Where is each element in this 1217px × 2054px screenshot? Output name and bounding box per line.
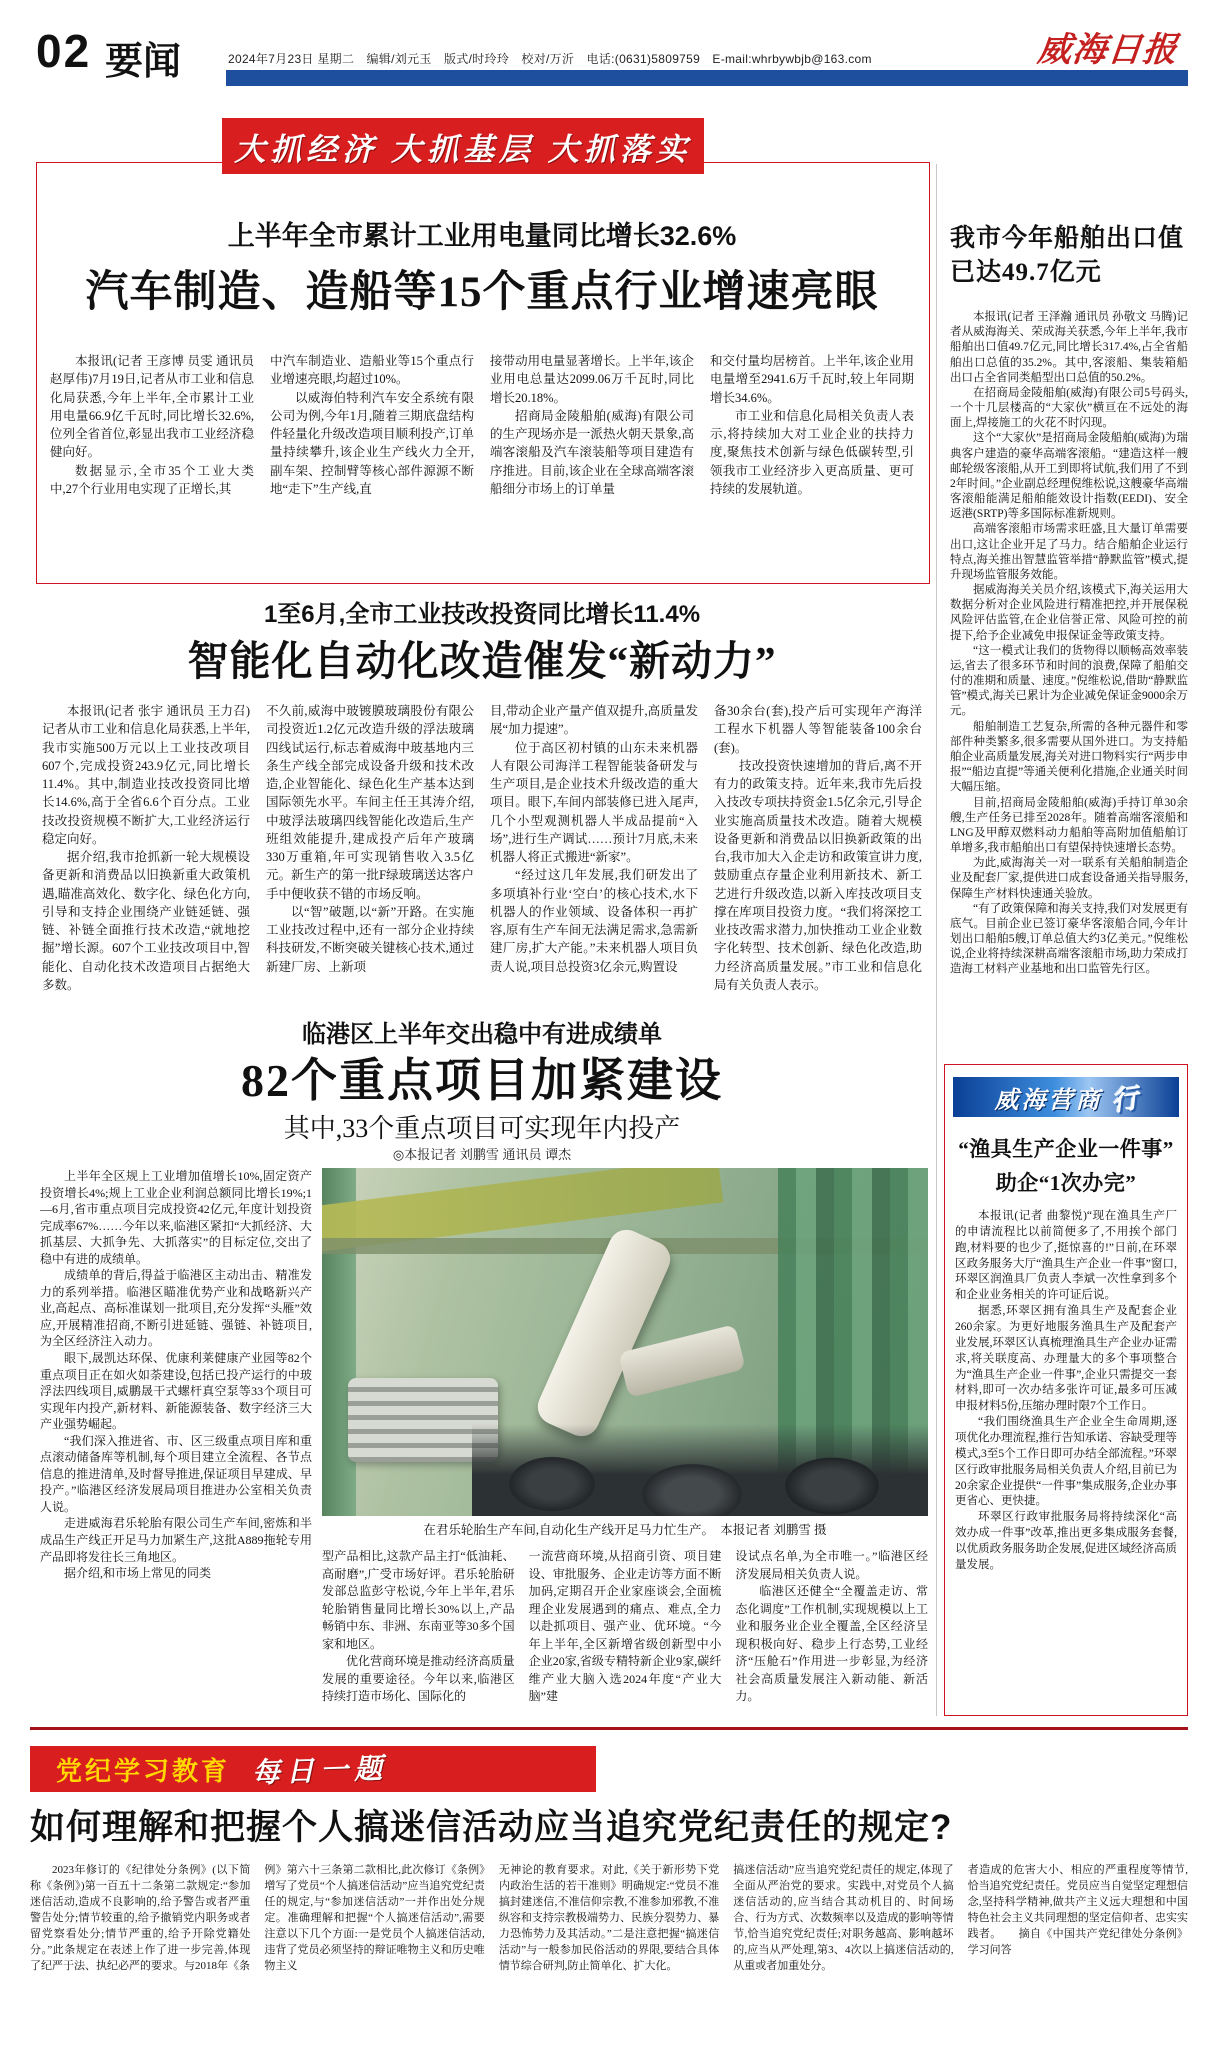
article1-col4 [710,352,914,564]
paragraph: 中汽车制造业、造船业等15个重点行业增速亮眼,均超过10%。 [270,354,474,387]
yingshang-brand-ornament-icon: 行 [1108,1082,1140,1117]
yingshang-title-line2: 助企“1次办完” [995,1171,1137,1195]
paragraph: 型产品相比,这款产品主打“低油耗、高耐磨”,广受市场好评。君乐轮胎研发部总监彭守松说,今年上半年,君乐轮胎销售量同比增长30%以上,产品畅销中东、非洲、东南亚等30多个国家和地区。 [322,1549,515,1651]
paragraph: 无神论的教育要求。对此,《关于新形势下党内政治生活的若干准则》明确规定:“党员不准搞封建迷信,不准信仰宗教,不准参加邪教,不准纵容和支持宗教极端势力、民族分裂势力、暴力恐怖势力及其活动。”二是注意把握“搞迷信活动”与一般参加民俗活动的界限,要结合具体情节综合研判,防止简单化、扩大化。 [498,1864,720,1973]
article2-headline: 智能化自动化改造催发“新动力” [187,638,777,684]
article2-body [42,702,922,1002]
article1-col3 [490,352,694,564]
paragraph: 以威海伯特利汽车安全系统有限公司为例,今年1月,随着三期底盘结构件轻量化升级改造项目顺利投产,订单量持续攀升,该企业生产线火力全开,副车架、控制臂等核心部件源源不断地“走下”生产线,直 [270,390,474,496]
paragraph: 眼下,晟凯达环保、优康利莱健康产业园等82个重点项目正在如火如荼建设,包括已投产运行的中玻浮法四线项目,威鹏晟干式螺杆真空泵等33个项目可实现年内投产,新材料、新能源装备、数字经济三大产业强势崛起。 [40,1351,312,1432]
paragraph: 例》第六十三条第二款相比,此次修订《条例》增写了党员“个人搞迷信活动”应当追究党纪责任的规定,与“参加迷信活动”一并作出处分规定。准确理解和把握“个人搞迷信活动”,需要注意以下几个方面:一是党员个人搞迷信活动,违背了党员必须坚持的辩证唯物主义和历史唯物主义 [264,1864,485,1973]
paragraph: 目前,招商局金陵船舶(威海)手持订单30余艘,生产任务已排至2028年。随着高端客滚船和LNG及甲醇双燃料动力船舶等高附加值船舶订单增多,我市船舶出口有望保持快速增长态势。 [950,796,1188,855]
paragraph: 船舶制造工艺复杂,所需的各种元器件和零部件种类繁多,很多需要从国外进口。为支持船舶企业高质量发展,海关对进口物料实行“两步申报”“船边直提”等通关便利化措施,企业通关时间大幅压缩。 [950,720,1188,794]
article1-kicker: 上半年全市累计工业用电量同比增长32.6% [227,221,737,251]
ship-title-line2: 已达49.7亿元 [950,258,1102,286]
paragraph: 据悉,环翠区拥有渔具生产及配套企业260余家。为更好地服务渔具生产及配套产业发展,环翠区认真梳理渔具生产企业办证需求,将关联度高、办理量大的多个事项整合为“渔具生产企业一件事”,企业只需提交一套材料,即可一次办结多张许可证,最多可压减申报材料5份,压缩办理时限7个工作日。 [955,1305,1177,1413]
paragraph: “经过这几年发展,我们研发出了多项填补行业‘空白’的核心技术,水下机器人的作业领域、设备体积一再扩容,原有生产车间无法满足需求,急需新建厂房,扩大产能。”未来机器人项目负责人说,项目总投资3亿余元,购置设 [490,868,698,974]
party-col4 [733,1862,953,2054]
section-name: 要闻 [105,41,182,83]
masthead-logo: 威海日报 [1035,32,1180,69]
party-banner-calligraphy: 每日一题 [251,1753,389,1790]
party-headline: 如何理解和把握个人搞迷信活动应当追究党纪责任的规定? [30,1808,953,1847]
bottom-red-rule [30,1727,1188,1730]
paragraph: 者造成的危害大小、相应的严重程度等情节,恰当追究党纪责任。党员应当自觉坚定理想信念,坚持科学精神,做共产主义远大理想和中国特色社会主义共同理想的坚定信仰者、忠实实践者。 摘自《中国共产党纪律处分条例》学习问答 [967,1864,1188,1957]
paragraph: 和交付量均居榜首。上半年,该企业用电量增至2941.6万千瓦时,较上年同期增长34.6%。 [710,354,914,405]
article2-col1 [42,702,250,1002]
ship-article-title [950,222,1188,290]
party-col5 [968,1862,1188,2054]
paragraph: 以“智”破题,以“新”开路。在实施工业技改过程中,还有一部分企业持续科技研发,不断突破关键核心技术,通过新建厂房、上新项 [266,904,474,974]
yingshang-title-line1: “渔具生产企业一件事” [958,1137,1174,1161]
paragraph: 优化营商环境是推动经济高质量发展的重要途径。今年以来,临港区持续打造市场化、国际化的 [322,1654,515,1704]
slogan-banner [222,118,704,174]
paragraph: 2023年修订的《纪律处分条例》(以下简称《条例》)第一百五十二条第二款规定:“参加迷信活动,造成不良影响的,给予警告或者严重警告处分;情节较重的,给予撤销党内职务或者留党察看处分;情节严重的,给予开除党籍处分。”此条规定在表述上作了进一步完善,体现了纪严于法、执纪必严的要求。与2018年《条 [30,1864,251,1973]
article3-subtitle: 其中,33个重点项目可实现年内投产 [283,1114,681,1143]
yingshang-brand-text: 威海营商 [994,1087,1103,1114]
paragraph: 目,带动企业产量产值双提升,高质量发展“加力提速”。 [490,704,698,737]
paragraph: 位于高区初村镇的山东未来机器人有限公司海洋工程智能装备研发与生产项目,是企业技术升级改造的重大项目。眼下,车间内部装修已进入尾声,几个小型观测机器人半成品提前“入场”,进行生产调试……预计7月底,未来机器人将正式搬进“新家”。 [490,740,698,864]
header-info-line: 2024年7月23日 星期二 编辑/刘元玉 版式/时玲玲 校对/万沂 电话:(0631)5809759 E-mail:whrbywbjb@163.com [228,52,872,66]
paragraph: 成绩单的背后,得益于临港区主动出击、精准发力的系列举措。临港区瞄准优势产业和战略新兴产业,高起点、高标准谋划一批项目,充分发挥“头雁”效应,开展精准招商,不断引进延链、强链、补链项目,为全区经济注入动力。 [40,1268,312,1349]
paragraph: 设试点名单,为全市唯一。”临港区经济发展局相关负责人说。 [735,1549,928,1581]
header-blue-bar [226,70,1188,86]
paragraph: 据介绍,我市抢抓新一轮大规模设备更新和消费品以旧换新重大政策机遇,瞄准高效化、数字化、绿色化方向,引导和支持企业围绕产业链延链、强链、补链全面推行技术改造,“就地挖掘”增长源。607个工业技改项目中,智能化、自动化技术改造项目占据绝大多数。 [42,850,250,992]
paragraph: 在招商局金陵船舶(威海)有限公司5号码头,一个十几层楼高的“大家伙”横亘在不远处的海面上,焊接施工的火花不时闪现。 [950,386,1188,430]
paragraph: 走进威海君乐轮胎有限公司生产车间,密炼和半成品生产线正开足马力加紧生产,这批A889拖轮专用产品即将发往长三角地区。 [40,1516,312,1564]
paragraph: 技改投资快速增加的背后,离不开有力的政策支持。近年来,我市先后投入技改专项扶持资金1.5亿余元,引导企业实施高质量技术改造。随着大规模设备更新和消费品以旧换新政策的出台,我市加大入企走访和政策宣讲力度,鼓励重点存量企业利用新技术、新工艺进行升级改造,以新入库技改项目支撑在库项目投资力度。“我们将深挖工业技改需求潜力,加快推动工业企业数字化转型、技术创新、绿色化改造,助力经济高质量发展。”市工业和信息化局有关负责人表示。 [714,758,922,992]
party-body [30,1862,1188,2054]
paragraph: 市工业和信息化局相关负责人表示,将持续加大对工业企业的扶持力度,聚焦技术创新与绿色低碳转型,引领我市工业经济步入更高质量、更可持续的发展轨道。 [710,408,914,496]
paragraph: 搞迷信活动”应当追究党纪责任的规定,体现了全面从严治党的要求。实践中,对党员个人搞迷信活动的,应当结合其动机目的、时间场合、行为方式、次数频率以及造成的影响等情节,恰当追究党纪责任;对职务越高、影响越坏的,应当从严处理,第3、4次以上搞迷信活动的,从重或者加重处分。 [733,1864,954,1973]
article2-col2 [266,702,474,1002]
paragraph: 据介绍,和市场上常见的同类 [64,1566,212,1581]
article3-byline: ◎本报记者 刘鹏雪 通讯员 谭杰 [392,1147,572,1162]
article2-col3 [490,702,698,1002]
paragraph: 临港区还健全“全覆盖走访、常态化调度”工作机制,实现规模以上工业和服务业企业全覆盖,全区经济呈现积极向好、稳步上行态势,工业经济“压舱石”作用进一步彰显,为经济社会高质量发展注入新动能、新活力。 [735,1584,928,1704]
paragraph: “有了政策保障和海关支持,我们对发展更有底气。目前企业已签订豪华客滚船合同,今年计划出口船舶5艘,订单总值大约3亿美元。”倪维松说,企业将持续深耕高端客滚船市场,助力荣成打造海工材料产业基地和出口监管先行区。 [950,902,1188,976]
factory-photo [322,1168,928,1516]
article3-bottom-body [322,1548,928,1718]
party-banner-title: 党纪学习教育 [56,1755,231,1786]
paragraph: 据威海海关关员介绍,该模式下,海关运用大数据分析对企业风险进行精准把控,并开展保税风险评估监管,在企业信誉正常、风险可控的前提下,给予企业减免申报保证金等政策支持。 [950,584,1188,642]
yingshang-banner [953,1077,1179,1117]
paragraph: 环翠区行政审批服务局将持续深化“高效办成一件事”改革,推出更多集成服务套餐,以优质政务服务助企发展,促进区域经济高质量发展。 [955,1511,1177,1571]
party-banner [30,1746,596,1792]
photo-tire-coils [472,1424,928,1516]
paragraph: 高端客滚船市场需求旺盛,且大量订单需要出口,这让企业开足了马力。结合船舶企业运行特点,海关推出智慧监管举措“静默监管”模式,提升现场监管服务效能。 [950,523,1188,581]
photo-caption: 在君乐轮胎生产车间,自动化生产线开足马力忙生产。 本报记者 刘鹏雪 摄 [423,1523,827,1537]
paragraph: 备30余台(套),投产后可实现年产海洋工程水下机器人等智能装备100余台(套)。 [714,704,922,755]
paragraph: 不久前,威海中玻镀膜玻璃股份有限公司投资近1.2亿元改造升级的浮法玻璃四线试运行,标志着威海中玻基地内三条生产线全部完成设备升级和技术改造,企业智能化、绿色化生产基本达到国际领先水平。车间主任王其涛介绍,中玻浮法玻璃四线智能化改造后,生产班组效能提升,建成投产后年产玻璃330万重箱,年可实现销售收入3.5亿元。新生产的第一批F绿玻璃送达客户手中便收获不错的市场反响。 [266,704,474,901]
paragraph: “我们深入推进省、市、区三级重点项目库和重点滚动储备库等机制,每个项目建立全流程、各节点信息的推进清单,及时督导推进,保证项目早建成、早投产。”临港区经济发展局项目推进办公室相关负责人说。 [40,1433,312,1514]
article3-kicker: 临港区上半年交出稳中有进成绩单 [302,1022,662,1048]
paragraph: 这个“大家伙”是招商局金陵船舶(威海)为瑞典客户建造的豪华高端客滚船。“建造这样一艘邮轮级客滚船,从开工到即将试航,我们用了不到2年时间。”企业副总经理倪维松说,这艘豪华高端客滚船能满足船舶能效设计指数(EEDI)、安全返港(SRTP)等多国际标准新规则。 [950,432,1188,521]
paragraph: 本报讯(记者 张宇 通讯员 王力召)记者从市工业和信息化局获悉,上半年,我市实施500万元以上工业技改项目607个,完成投资243.9亿元,同比增长11.4%。其中,制造业技改投资同比增长14.6%,高于全省6.6个百分点。工业技改投资规模不断扩大,工业经济运行稳定向好。 [42,704,250,846]
article2-col4 [714,702,922,1002]
sidebar-divider [936,164,937,1716]
slogan-text: 大抓经济 大抓基层 大抓落实 [234,131,692,167]
article3-bottom-col3 [735,1548,928,1718]
article1-body [50,352,914,564]
paragraph: 为此,威海海关一对一联系有关船舶制造企业及配套厂家,提供进口成套设备通关指导服务,保障生产材料快速通关验放。 [950,857,1188,900]
yingshang-body [955,1209,1177,1679]
paragraph: 本报讯(记者 王泽瀚 通讯员 孙敬文 马腾)记者从威海海关、荣成海关获悉,今年上半年,我市船舶出口值49.7亿元,同比增长317.4%,占全省船舶出口总值的35.2%。其中,客滚船、集装箱船出口占全省同类船型出口总值的50.2%。 [950,311,1188,384]
paragraph: 招商局金陵船舶(威海)有限公司的生产现场亦是一派热火朝天景象,高端客滚船及汽车滚装船等项目建造有序推进。目前,该企业在全球高端客滚船细分市场上的订单量 [490,408,694,496]
article3-bottom-col1 [322,1548,515,1718]
article1-col2 [270,352,474,564]
paragraph: 一流营商环境,从招商引资、项目建设、审批服务、企业走访等方面不断加码,定期召开企业家座谈会,全面梳理企业发展遇到的痛点、难点,全力以赴抓项目、强产业、优环境。“今年上半年,全区新增省级创新型中小企业20家,省级专精特新企业9家,碳纤维产业大脑入选2024年度“产业大脑”建 [528,1549,722,1704]
paragraph: “我们围绕渔具生产企业全生命周期,逐项优化办理流程,推行告知承诺、容缺受理等模式,3至5个工作日即可办结全部流程。”环翠区行政审批服务局相关负责人介绍,目前已为20余家企业提供“一件事”集成服务,企业办事更省心、更快捷。 [955,1416,1177,1508]
article3-headline: 82个重点项目加紧建设 [241,1055,723,1106]
paragraph: 上半年全区规上工业增加值增长10%,固定资产投资增长4%;规上工业企业利润总额同比增长19%;1—6月,省市重点项目完成投资42亿元,年度计划投资完成率67%……今年以来,临港区紧扣“大抓经济、大抓基层、大抓争先、大抓落实”的目标定位,交出了稳中有进的成绩单。 [40,1169,312,1266]
yingshang-box [944,1064,1188,1716]
party-col1 [30,1862,250,2054]
article2-kicker: 1至6月,全市工业技改投资同比增长11.4% [263,601,701,628]
paragraph: 数据显示,全市35个工业大类中,27个行业用电实现了正增长,其 [50,463,254,496]
article3-bottom-col2 [529,1548,722,1718]
photo-robot-arm [532,1224,676,1442]
article3-left-column [40,1168,312,1720]
article1-col1 [50,352,254,564]
ship-article-body [950,310,1188,1058]
page-number: 02 [36,25,92,77]
party-col2 [264,1862,484,2054]
paragraph: “这一模式让我们的货物得以顺畅高效率装运,省去了很多环节和时间的浪费,保障了船舶交付的准期和质量、速度。”倪维松说,借助“静默监管”模式,海关已累计为企业减免保证金9000余万元。 [950,644,1188,718]
article1-headline: 汽车制造、造船等15个重点行业增速亮眼 [85,269,879,316]
paragraph: 本报讯(记者 曲黎悦)“现在渔具生产厂的申请流程比以前简便多了,不用挨个部门跑,材料要的也少了,挺惊喜的!”日前,在环翠区政务服务大厅“渔具生产企业一件事”窗口,环翠区润渔具厂负责人李斌一次性拿到多个和企业业务相关的许可证后说。 [955,1210,1177,1302]
paragraph: 本报讯(记者 王彦博 员雯 通讯员 赵厚伟)7月19日,记者从市工业和信息化局获悉,今年上半年,全市累计工业用电量66.9亿千瓦时,同比增长32.6%,位列全省首位,彰显出我市工业经济稳健向好。 [50,354,254,460]
ship-title-line1: 我市今年船舶出口值 [950,225,1185,252]
paragraph: 接带动用电量显著增长。上半年,该企业用电总量达2099.06万千瓦时,同比增长20.18%。 [490,354,694,405]
party-col3 [499,1862,719,2054]
